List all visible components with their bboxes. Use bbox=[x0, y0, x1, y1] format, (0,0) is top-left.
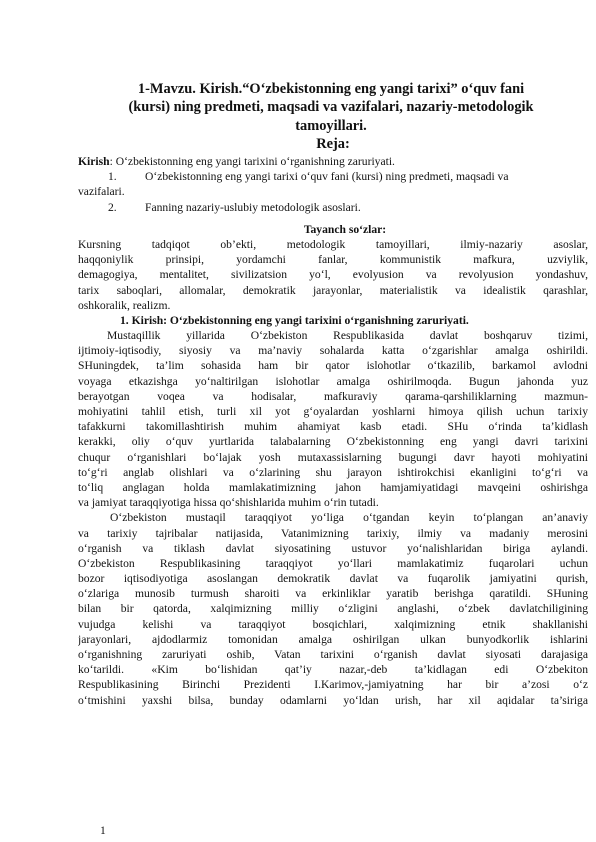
paragraph-line: ko‘tarildi. «Kim bo‘lishidan qat’iy nazar,-deb ta’kidlagan edi O‘zbekiton bbox=[78, 663, 588, 677]
keywords-line: demagogiya, mentalitet, sivilizatsion yo‘l, evolyusion va revolyusion yondashuv, bbox=[78, 268, 588, 282]
title-line: tamoyillari. bbox=[295, 117, 367, 134]
title-line: 1-Mavzu. Kirish.“O‘zbekistonning eng yangi tarixi” o‘quv fani bbox=[137, 81, 525, 97]
plan-intro-text: : O‘zbekistonning eng yangi tarixini o‘rganishning zaruriyati. bbox=[109, 155, 395, 168]
paragraph-line: va tarixiy tajribalar natijasida, Vatanimizning tarixiy, ilmiy va madaniy merosini bbox=[78, 526, 588, 540]
keywords-heading: Tayanch so‘zlar: bbox=[303, 222, 387, 236]
plan-item-text: O‘zbekistonning eng yangi tarixi o‘quv fani (kursi) ning predmeti, maqsadi va bbox=[145, 170, 509, 184]
paragraph-line: o‘rganishning zaruriyati oshib, Vatan tarixini o‘rganish davlat siyosati darajasiga bbox=[78, 648, 588, 661]
paragraph-line: SHuningdek, ta’lim sohasida ham bir qator islohotlar o‘tkazilib, barkamol avlodni bbox=[78, 359, 588, 373]
title-line: (kursi) ning predmeti, maqsadi va vazifalari, nazariy-metodologik bbox=[128, 99, 534, 116]
keywords-line: haqqoniylik prinsipi, yordamchi fanlar, kommunistik mafkura, uzviylik, bbox=[78, 253, 588, 267]
page-number: 1 bbox=[100, 824, 106, 837]
keywords-line: oshkoralik, realizm. bbox=[78, 298, 171, 312]
plan-heading: Reja: bbox=[316, 136, 350, 152]
paragraph-line: va jamiyat taraqqiyotiga hissa qo‘shishlarida muhim o‘rin tutadi. bbox=[78, 496, 379, 510]
paragraph-line: tafakkurni takomillashtirish muhim ahamiyat kasb etadi. SHu o‘rinda ta’kidlash bbox=[78, 420, 588, 434]
paragraph-line: kerakki, oliy o‘quv yurtlarida talabalarning O‘zbekistonning eng yangi davri tarixini bbox=[78, 435, 588, 449]
paragraph-line: voyaga etkazishga yo‘naltirilgan islohotlar amalga oshirilmoqda. Bugun jahonda yuz bbox=[78, 374, 588, 388]
paragraph-line: O‘zbekiston mustaqil taraqqiyot yo‘liga o‘tgandan keyin to‘plangan an’anaviy bbox=[110, 511, 588, 525]
paragraph-line: mohiyatini tahlil etish, turli xil yot g‘oyalardan yoshlarni himoya qilish uchun tarixiy bbox=[78, 405, 588, 418]
paragraph-line: chuqur o‘rganishlari bo‘lajak yosh mutaxassislarning bugungi davr hayoti mohiyatini bbox=[78, 450, 588, 464]
paragraph-line: Mustaqillik yillarida O‘zbekiston Respublikasida davlat boshqaruv tizimi, bbox=[107, 329, 588, 343]
paragraph-line: bozor iqtisodiyotiga asoslangan demokratik davlat va fuqarolik jamiyatini qurish, bbox=[78, 572, 588, 586]
paragraph-line: o‘rganish va tiklash davlat siyosatining ustuvor yo‘nalishlaridan biriga aylandi. bbox=[78, 541, 588, 555]
paragraph-line: o‘tmishini yaxshi bilsa, bunday odamlarni yo‘ldan urish, har xil aqidalar ta’siriga bbox=[78, 693, 588, 707]
plan-item-1-continued: vazifalari. bbox=[78, 185, 125, 199]
paragraph-line: bilan bir qatorda, xalqimizning milliy o‘zligini anglashi, o‘zbek davlatchiligining bbox=[78, 602, 588, 616]
plan-item-2 bbox=[78, 200, 588, 215]
paragraph-line: Respublikasining Birinchi Prezidenti I.Karimov,-jamiyatning har bir a’zosi o‘z bbox=[78, 678, 588, 692]
plan-item-number: 2. bbox=[108, 200, 117, 214]
plan-intro-label: Kirish bbox=[78, 155, 110, 168]
plan-item-text: Fanning nazariy-uslubiy metodologik asoslari. bbox=[145, 200, 361, 214]
paragraph-line: jarayonlari, ajdodlarmiz tomonidan amalga oshirilgan ulkan bunyodkorlik ishlarini bbox=[78, 632, 588, 646]
paragraph-line: berayotgan voqea va hodisalar, mafkuraviy qarama-qarshiliklarning mazmun- bbox=[78, 389, 588, 403]
paragraph-line: to‘g‘ri anglab olishlari va o‘zlarining shu jarayon ishtirokchisi ekanligini to‘g‘ri va bbox=[78, 465, 588, 479]
paragraph-line: vujudga kelishi va taraqqiyot bosqichlari, xalqimizning etnik shakllanishi bbox=[78, 617, 588, 631]
keywords-line: Kursning tadqiqot ob’ekti, metodologik tamoyillari, ilmiy-nazariy asoslar, bbox=[78, 237, 588, 251]
paragraph-line: ijtimoiy-iqtisodiy, siyosiy va ma’naviy sohalarda katta o‘zgarishlar amalga oshirildi. bbox=[78, 344, 588, 358]
paragraph-line: o‘zlariga munosib turmush sharoiti va erkinliklar yaratib berishga qaratildi. SHuning bbox=[78, 587, 588, 601]
document-body bbox=[78, 154, 588, 708]
section-heading: 1. Kirish: O‘zbekistonning eng yangi tarixini o‘rganishning zaruriyati. bbox=[120, 313, 469, 327]
lecture-title bbox=[96, 80, 566, 135]
paragraph-line: to‘liq anglagan holda mamlakatimizning jahon hamjamiyatidagi mavqeini oshirishga bbox=[78, 480, 588, 494]
paragraph-line: O‘zbekiston Respublikasining taraqqiyot yo‘llari mamlakatimiz fuqarolari uchun bbox=[78, 556, 588, 570]
keywords-line: tarix saboqlari, allomalar, demokratik jarayonlar, materialistik va idealistik qarashlar, bbox=[78, 283, 588, 297]
plan-intro bbox=[78, 154, 588, 169]
plan-item-1 bbox=[78, 169, 588, 184]
plan-item-number: 1. bbox=[108, 170, 117, 184]
